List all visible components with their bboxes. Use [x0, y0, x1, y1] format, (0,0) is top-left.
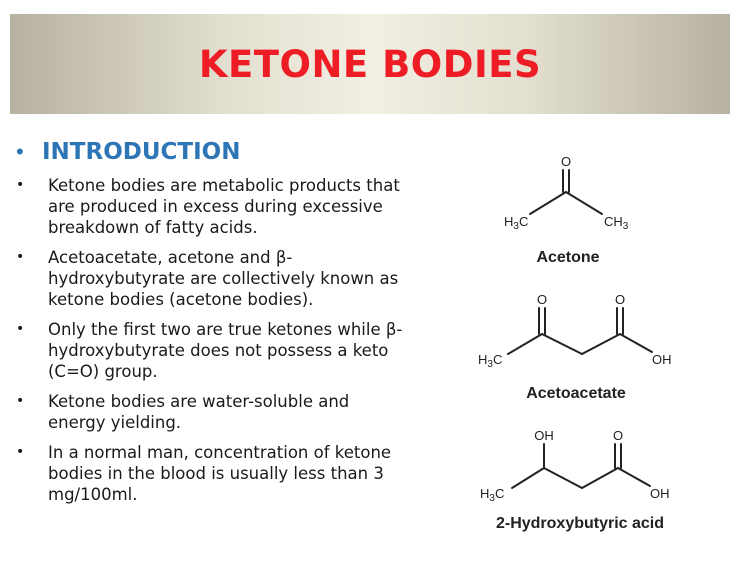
acetone-ch3-group: $CH_3$ [604, 214, 629, 232]
acetone-structure [504, 154, 629, 266]
bullet-dot-icon: • [16, 444, 25, 460]
hydroxybutyric-label: 2-Hydroxybutyric acid [495, 515, 665, 532]
bullet-item: • Ketone bodies are water-soluble and energy yielding. [16, 392, 350, 432]
hydroxybutyric-oh-group: OH [650, 486, 670, 501]
structures-svg [440, 140, 740, 540]
bullet-dot-icon: • [16, 249, 25, 265]
bullet-item: • Ketone bodies are metabolic products that are produced in excess during excessive breakdown of fatty acids. [16, 176, 400, 237]
hydroxybutyric-oh-top-group: OH [534, 428, 554, 443]
acetoacetate-label: Acetoacetate [526, 385, 626, 402]
acetone-label: Acetone [536, 249, 600, 266]
bullet-dot-icon: • [16, 177, 25, 193]
chemical-structures-figure [440, 140, 740, 540]
hydroxybutyric-h3c-group: $H_3C$ [480, 486, 505, 504]
acetoacetate-h3c-group: $H_3C$ [478, 352, 503, 370]
bullet-list [16, 175, 436, 505]
acetoacetate-structure [478, 292, 672, 402]
acetone-oxygen-atom: O [560, 154, 572, 169]
section-heading-row [16, 135, 436, 169]
hydroxybutyric-structure [480, 428, 670, 532]
title-banner [10, 14, 730, 114]
text-content [16, 135, 436, 514]
acetoacetate-oxygen-1-atom: O [536, 292, 548, 307]
bullet-item: • Acetoacetate, acetone and β-hydroxybutyrate are collectively known as ketone bodies (acetone bodies). [16, 248, 399, 309]
slide-title: KETONE BODIES [198, 42, 542, 86]
heading-bullet-icon: • [16, 139, 24, 164]
section-heading: INTRODUCTION [42, 139, 241, 165]
bullet-item: • Only the first two are true ketones while β-hydroxybutyrate does not possess a keto (C=O) group. [16, 320, 403, 381]
acetoacetate-oh-group: OH [652, 352, 672, 367]
bullet-item: • In a normal man, concentration of ketone bodies in the blood is usually less than 3 mg/100ml. [16, 443, 392, 504]
acetone-h3c-group: $H_3C$ [504, 214, 529, 232]
bullet-dot-icon: • [16, 393, 25, 409]
acetoacetate-oxygen-2-atom: O [614, 292, 626, 307]
hydroxybutyric-oxygen-atom: O [612, 428, 624, 443]
bullet-dot-icon: • [16, 321, 25, 337]
